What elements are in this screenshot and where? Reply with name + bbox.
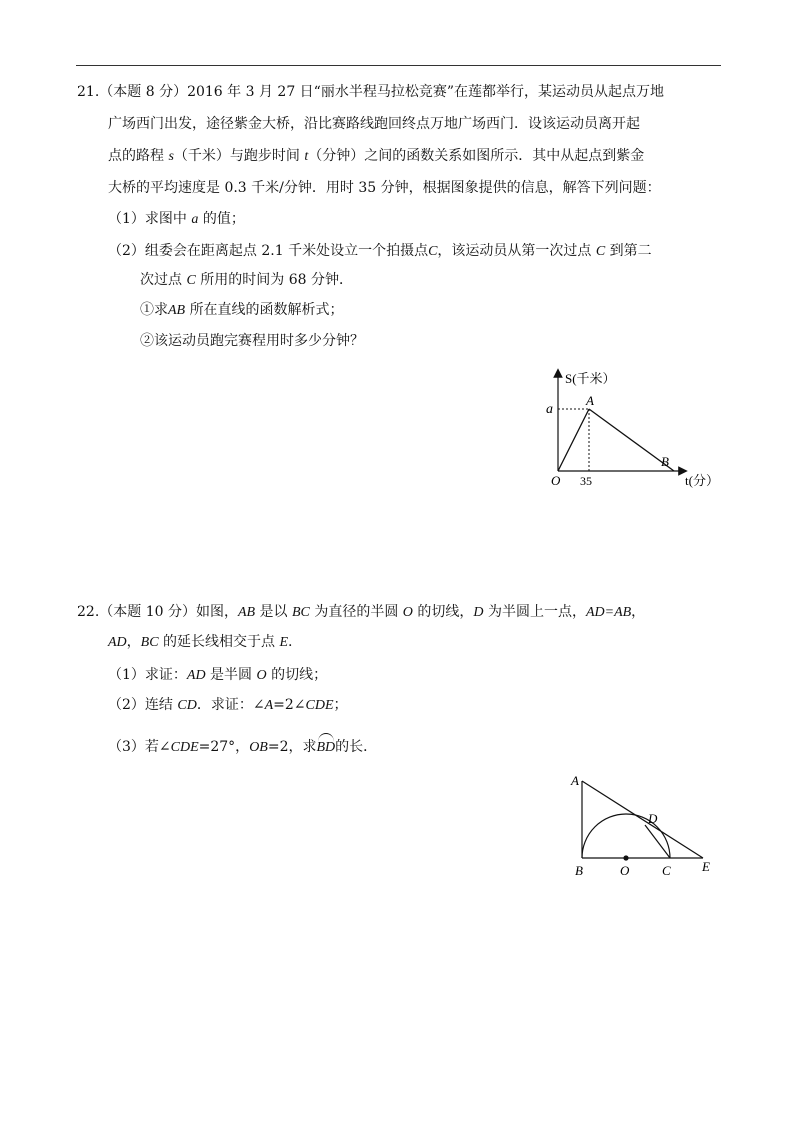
label-o: O (620, 863, 630, 878)
q21-line-2: 广场西门出发，途径紫金大桥，沿比赛路线跑回终点万地广场西门．设该运动员离开起 (108, 116, 640, 132)
q21-graph (535, 363, 735, 498)
y-axis-label: S(千米） (565, 371, 616, 386)
q22-figure (565, 768, 725, 883)
q21-line-3: 点的路程 s（千米）与跑步时间 t（分钟）之间的函数关系如图所示．其中从起点到紫金 (108, 148, 645, 164)
segment-cd (645, 825, 670, 858)
y-tick-a: a (546, 402, 553, 417)
center-dot (623, 855, 628, 860)
q22-sub2: （2）连结 CD．求证：∠A=2∠CDE； (108, 697, 348, 713)
point-b-label: B (661, 454, 669, 469)
x-axis-label: t(分） (685, 473, 719, 488)
q21-score: （本题 8 分） (99, 84, 188, 100)
q21-item2: ②该运动员跑完赛程用时多少分钟？ (140, 333, 364, 349)
q21-sub2: （2）组委会在距离起点 2.1 千米处设立一个拍摄点C，该运动员从第一次过点 C 到第二 (108, 243, 652, 259)
q21-line-4: 大桥的平均速度是 0.3 千米/分钟．用时 35 分钟，根据图象提供的信息，解答下列问题： (108, 180, 661, 196)
q22-sub3: （3）若∠CDE=27°，OB=2，求BD的长． (108, 737, 377, 758)
q21-item1: ①求AB 所在直线的函数解析式； (140, 302, 344, 318)
arc-bd: BD (317, 738, 336, 758)
origin-label: O (551, 473, 561, 488)
q22-line-1: 22.（本题 10 分）如图，AB 是以 BC 为直径的半圆 O 的切线，D 为半圆上一点，AD=AB， (77, 604, 646, 620)
label-d: D (648, 811, 658, 826)
segment-ae (582, 781, 703, 858)
header-rule (76, 65, 721, 66)
label-b: B (575, 863, 583, 878)
q21-sub1: （1）求图中 a 的值； (108, 211, 245, 227)
segment-oa (558, 409, 589, 471)
label-a: A (571, 773, 579, 788)
q22-sub1: （1）求证：AD 是半圆 O 的切线； (108, 667, 328, 683)
label-e: E (702, 859, 710, 874)
q21-line-1: 21.（本题 8 分）2016 年 3 月 27 日“丽水半程马拉松竞赛”在莲都举行，某运动员从起点万地 (77, 84, 664, 100)
label-c: C (662, 863, 671, 878)
q22-number: 22. (77, 604, 100, 620)
x-tick-35: 35 (580, 474, 592, 488)
q22-line-2: AD，BC 的延长线相交于点 E. (108, 634, 293, 650)
q21-number: 21. (77, 84, 100, 100)
point-a-label: A (586, 393, 594, 408)
q21-sub2-line2: 次过点 C 所用的时间为 68 分钟． (140, 272, 353, 288)
q22-score: （本题 10 分） (99, 604, 196, 620)
